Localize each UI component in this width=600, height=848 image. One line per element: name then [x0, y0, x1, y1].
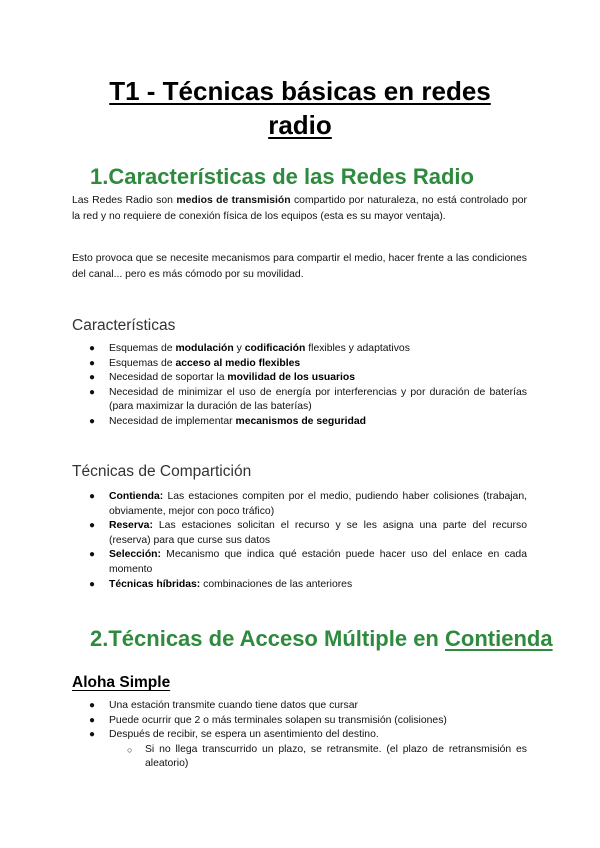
section-1-number: 1. [90, 164, 109, 189]
list-item [72, 415, 527, 430]
bullet-icon: ● [89, 700, 96, 711]
title-line-1: T1 - Técnicas básicas en redes [109, 76, 491, 106]
list-item [72, 342, 527, 357]
item-text: y [233, 343, 245, 354]
item-text: Mecanismo que indica qué estación puede hacer uso del enlace en cada momento [109, 549, 527, 575]
bullet-icon: ● [89, 549, 96, 561]
item-text: Necesidad de soportar la [109, 372, 228, 384]
list-item [72, 578, 527, 593]
aloha-list [72, 699, 527, 772]
hollow-bullet-icon: ○ [127, 744, 133, 755]
item-text: Las estaciones solicitan el recurso y se les asigna una parte del recurso (reserva) para que curse sus datos [109, 520, 527, 546]
caracteristicas-list [72, 342, 527, 430]
subheading-aloha-simple: Aloha Simple [72, 674, 171, 691]
item-term: Selección: [109, 549, 161, 561]
item-text: Puede ocurrir que 2 o más terminales solapen su transmisión (colisiones) [109, 714, 447, 726]
comparticion-list [72, 490, 527, 592]
item-text: flexibles y adaptativos [305, 343, 410, 354]
item-text: Si no llega transcurrido un plazo, se retransmite. (el plazo de retransmisión es aleatorio) [145, 743, 527, 770]
item-text: Necesidad de implementar [109, 415, 236, 427]
list-item [72, 548, 527, 577]
bullet-icon: ● [89, 729, 96, 741]
bullet-icon: ● [89, 491, 96, 502]
section-2-number: 2. [90, 626, 109, 651]
para1-text-c: compartido por naturaleza, no está controlado por la red y no requiere de conexión física de los equipos (esta es su mayor ventaja). [72, 195, 527, 222]
item-bold: codificación [244, 343, 306, 354]
para1-text-a: Las Redes Radio son [72, 195, 177, 206]
list-item [72, 699, 527, 714]
bullet-icon: ● [89, 578, 96, 590]
section-1-paragraph-1 [72, 193, 527, 225]
item-text: Después de recibir, se espera un asentimiento del destino. [109, 729, 379, 741]
bullet-icon: ● [89, 372, 96, 384]
bullet-icon: ● [89, 714, 96, 726]
list-item [72, 357, 527, 372]
item-bold: modulación [175, 343, 234, 354]
para1-bold: medios de transmisión [176, 195, 291, 206]
bullet-icon: ● [89, 357, 96, 369]
item-term: Contienda: [109, 491, 164, 502]
item-term: Reserva: [109, 520, 153, 532]
document-title [60, 74, 540, 142]
list-item [72, 714, 527, 729]
list-item [72, 728, 527, 743]
section-2-title-underlined: Contienda [445, 626, 553, 651]
bullet-icon: ● [89, 520, 96, 532]
bullet-icon: ● [89, 343, 96, 354]
section-2-title-prefix: Técnicas de Acceso Múltiple en [108, 626, 445, 651]
item-bold: acceso al medio flexibles [175, 357, 301, 369]
list-item [72, 519, 527, 548]
item-text: Esquemas de [109, 357, 176, 369]
item-text: Esquemas de [109, 343, 176, 354]
item-text: Una estación transmite cuando tiene datos que cursar [109, 700, 358, 711]
item-text: Las estaciones compiten por el medio, pudiendo haber colisiones (trabajan, obviamente, mejor con poco tráfico) [109, 491, 527, 517]
item-term: Técnicas híbridas: [109, 578, 201, 590]
sub-list-item [72, 743, 527, 772]
title-line-2: radio [268, 110, 332, 140]
item-text: combinaciones de las anteriores [200, 578, 353, 590]
item-text: Necesidad de minimizar el uso de energía por interferencias y por duración de baterías (para maximizar la duración de las baterías) [109, 386, 527, 413]
list-item [72, 386, 527, 415]
item-bold: movilidad de los usuarios [227, 372, 356, 384]
section-1-paragraph-2: Esto provoca que se necesite mecanismos para compartir el medio, hacer frente a las condiciones del canal... pero es más cómodo por su movilidad. [72, 253, 527, 280]
item-bold: mecanismos de seguridad [235, 415, 366, 427]
bullet-icon: ● [89, 415, 96, 427]
subheading-tecnicas-comparticion: Técnicas de Compartición [72, 463, 252, 480]
subheading-caracteristicas: Características [72, 317, 176, 334]
section-1-heading [90, 164, 474, 190]
section-1-title: Características de las Redes Radio [108, 164, 474, 189]
bullet-icon: ● [89, 386, 96, 398]
list-item [72, 490, 527, 519]
list-item [72, 371, 527, 386]
section-2-heading [90, 626, 553, 652]
